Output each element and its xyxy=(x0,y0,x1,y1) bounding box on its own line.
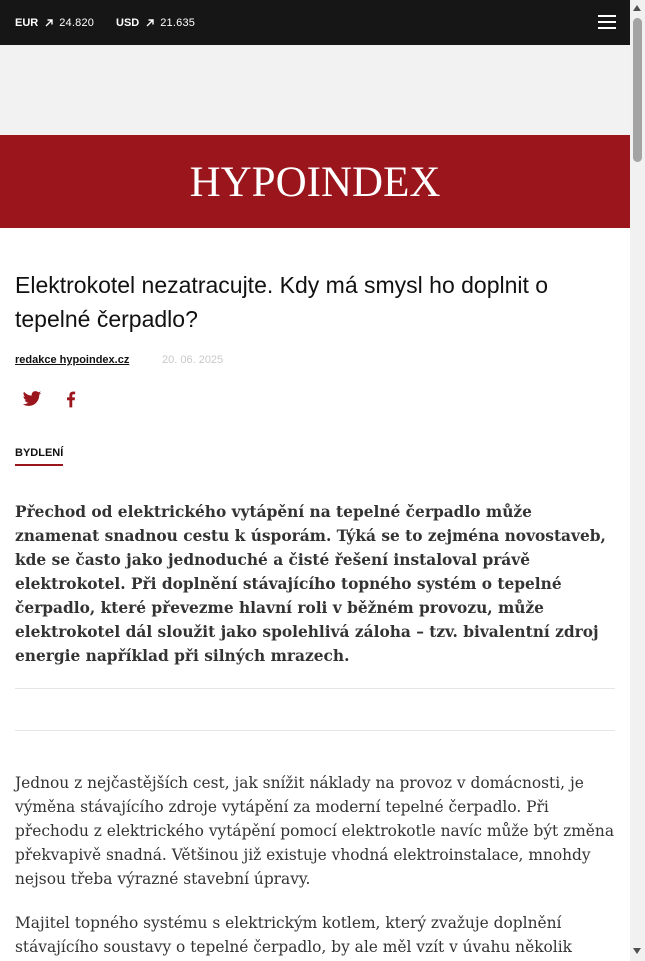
ticker-eur-value: 24.820 xyxy=(59,17,95,29)
vertical-scrollbar[interactable] xyxy=(630,0,645,961)
scroll-down-arrow-icon[interactable] xyxy=(633,948,641,954)
facebook-icon xyxy=(60,389,82,409)
article-title: Elektrokotel nezatracujte. Kdy má smysl ho doplnit o tepelné čerpadlo? xyxy=(15,272,549,332)
ticker-usd-currency: USD xyxy=(116,17,140,29)
ticker-usd xyxy=(116,15,195,31)
divider xyxy=(15,730,615,731)
facebook-share-button[interactable] xyxy=(60,389,82,409)
hamburger-menu-icon[interactable] xyxy=(596,13,618,31)
article-paragraph: Jednou z nejčastějších cest, jak snížit náklady na provoz v domácnosti, je výměna stávajícího zdroje vytápění za moderní tepelné čerpadlo. Při přechodu z elektrického vytápění pomocí elektrokotle navíc může být změna překvapivě snadná. Většinou již existuje vhodná elektroinstalace, mnohdy nejsou třeba výrazné stavební úpravy. xyxy=(15,774,615,888)
ticker-usd-value: 21.635 xyxy=(160,17,196,29)
twitter-share-button[interactable] xyxy=(21,389,43,409)
brand-header xyxy=(0,135,630,228)
article-date: 20. 06. 2025 xyxy=(162,354,224,366)
scrollbar-thumb[interactable] xyxy=(633,18,642,162)
ticker-eur xyxy=(15,15,94,31)
article-author-link[interactable]: redakce hypoindex.cz xyxy=(15,354,130,366)
currency-ticker xyxy=(0,0,630,45)
arrow-up-right-icon xyxy=(44,18,54,28)
ticker-eur-currency: EUR xyxy=(15,17,39,29)
article-paragraph: Majitel topného systému s elektrickým kotlem, který zvažuje doplnění stávajícího soustavy o tepelné čerpadlo, by ale měl vzít v úvahu několik xyxy=(15,914,572,956)
ad-placeholder xyxy=(0,45,630,135)
site-logo[interactable]: HYPOINDEX xyxy=(189,159,441,206)
category-tag[interactable]: BYDLENÍ xyxy=(15,447,63,466)
scroll-up-arrow-icon[interactable] xyxy=(633,5,641,11)
article-lead: Přechod od elektrického vytápění na tepelné čerpadlo může znamenat snadnou cestu k úsporám. Týká se to zejména novostaveb, kde se často jako jednoduché a čisté řešení instaloval právě elektrokotel. Při doplnění stávajícího topného systém o tepelné čerpadlo, které převezme hlavní roli v běžném provozu, může elektrokotel dál sloužit jako spolehlivá záloha – tzv. bivalentní zdroj energie například při silných mrazech. xyxy=(15,503,606,665)
twitter-icon xyxy=(21,389,43,409)
divider xyxy=(15,688,615,689)
arrow-up-right-icon xyxy=(145,18,155,28)
